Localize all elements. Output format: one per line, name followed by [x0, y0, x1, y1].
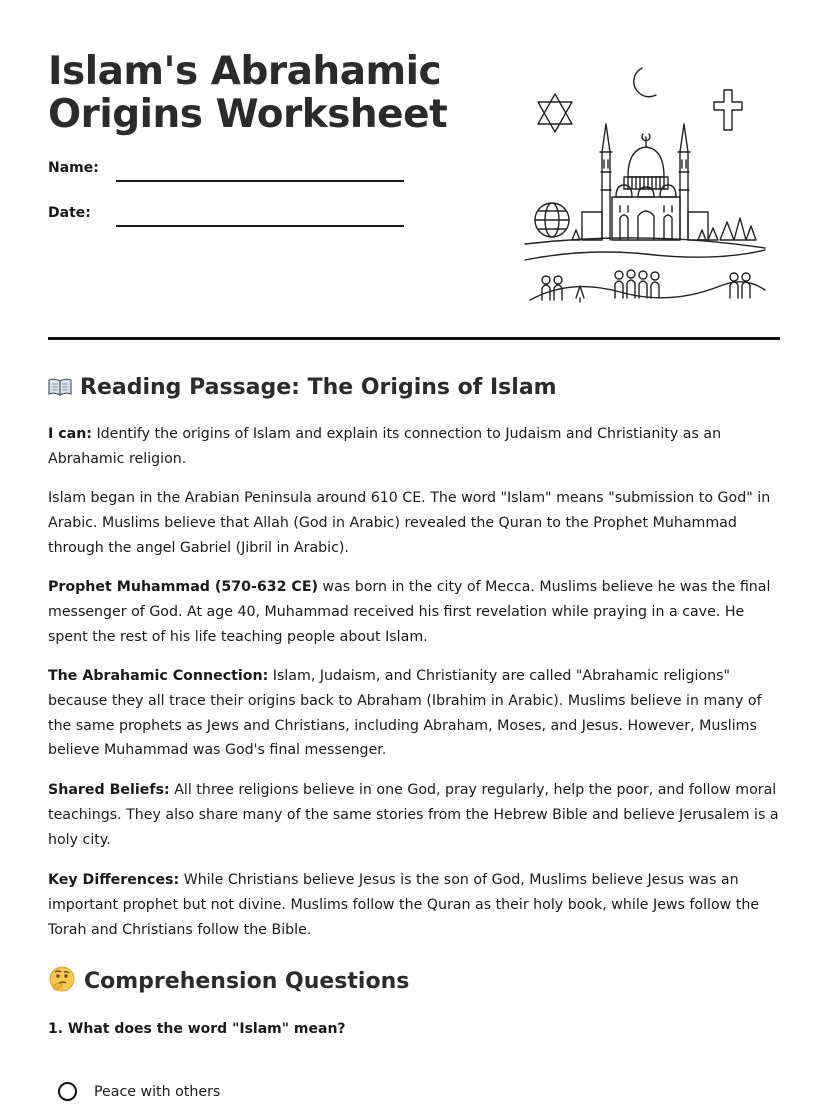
name-input-line[interactable] — [116, 180, 404, 182]
differences-lead: Key Differences: — [48, 872, 180, 888]
shared-text: All three religions believe in one God, pray regularly, help the poor, and follow moral teachings. They also share many of the same stories from the Hebrew Bible and believe Jerusalem is a holy city. — [48, 782, 779, 848]
comprehension-questions-title: Comprehension Questions — [84, 969, 410, 994]
comprehension-questions-heading — [48, 965, 409, 994]
connection-text: Islam, Judaism, and Christianity are called "Abrahamic religions" because they all trace their origins back to Abraham (Ibrahim in Arabic). Muslims believe in many of the same prophets as Jews and Christians, including Abraham, Moses, and Jesus. However, Muslims believe Muhammad was God's final messenger. — [48, 668, 762, 759]
i-can-text: Identify the origins of Islam and explain its connection to Judaism and Christianity as an Abrahamic religion. — [48, 426, 722, 467]
i-can-statement — [48, 422, 786, 472]
shared-beliefs-paragraph — [48, 778, 786, 852]
question-1: 1. What does the word "Islam" mean? — [48, 1021, 346, 1037]
cross-icon — [714, 90, 742, 130]
crescent-moon-icon — [634, 68, 656, 97]
option-label: Peace with others — [94, 1083, 221, 1100]
question-1-option[interactable] — [58, 1082, 220, 1101]
star-of-david-icon — [538, 94, 572, 132]
muhammad-paragraph — [48, 575, 786, 649]
muhammad-text: was born in the city of Mecca. Muslims believe he was the final messenger of God. At age 40, Muhammad received his first revelation while praying in a cave. He spent the rest of his life teaching people about Islam. — [48, 579, 771, 645]
header-divider — [48, 337, 780, 340]
reading-passage-heading — [48, 375, 557, 400]
muhammad-lead: Prophet Muhammad (570-632 CE) — [48, 579, 318, 595]
date-label: Date: — [48, 205, 91, 221]
name-label: Name: — [48, 160, 99, 176]
i-can-label: I can: — [48, 426, 92, 442]
date-input-line[interactable] — [116, 225, 404, 227]
abrahamic-connection-paragraph — [48, 664, 786, 763]
shared-lead: Shared Beliefs: — [48, 782, 170, 798]
mosque-illustration-icon — [520, 62, 770, 312]
worksheet-title: Islam's Abrahamic Origins Worksheet — [48, 49, 448, 137]
intro-paragraph: Islam began in the Arabian Peninsula around 610 CE. The word "Islam" means "submission to God" in Arabic. Muslims believe that Allah (God in Arabic) revealed the Quran to the Prophet Muhammad through the angel Gabriel (Jibril in Arabic). — [48, 490, 771, 556]
globe-icon — [535, 203, 569, 237]
connection-lead: The Abrahamic Connection: — [48, 668, 269, 684]
people-figures-icon — [542, 270, 750, 300]
reading-passage-title: Reading Passage: The Origins of Islam — [80, 375, 557, 400]
key-differences-paragraph — [48, 868, 786, 942]
radio-button[interactable] — [58, 1082, 77, 1101]
differences-text: While Christians believe Jesus is the son of God, Muslims believe Jesus was an important prophet but not divine. Muslims follow the Quran as their holy book, while Jews follow the Torah and Christians follow the Bible. — [48, 872, 760, 938]
thinking-face-icon — [48, 965, 76, 994]
open-book-icon — [48, 375, 72, 400]
